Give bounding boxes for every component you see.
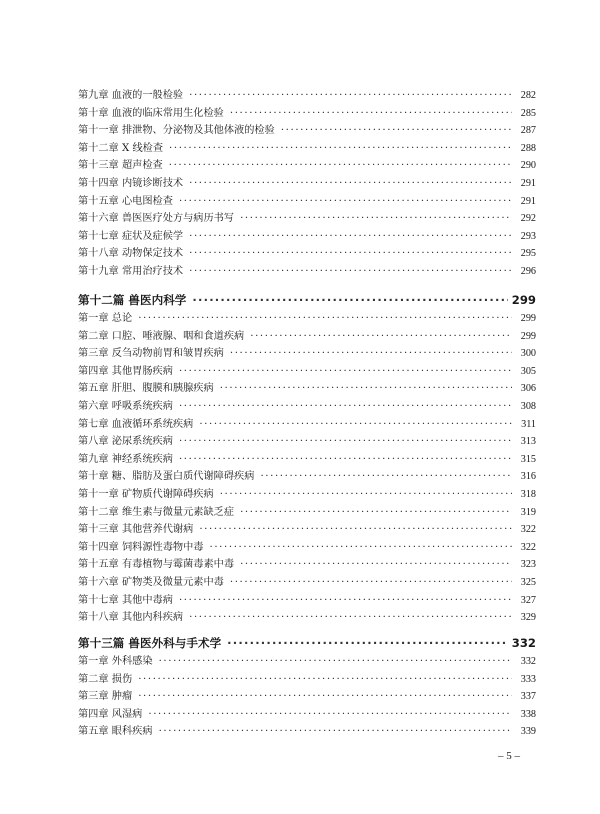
toc-entry-title: 第九章 神经系统疾病 [78,453,173,465]
toc-entry[interactable] [78,245,536,263]
toc-entry-title: 第十七章 症状及症候学 [78,230,184,242]
toc-entry-page-number: 292 [520,213,536,225]
toc-entry[interactable] [78,328,536,346]
toc-entry-title: 第四章 其他胃肠疾病 [78,365,173,377]
part-heading[interactable] [78,633,536,653]
toc-entry-page-number: 305 [520,365,536,377]
toc-entry-page-number: 333 [520,673,536,685]
dot-leader [179,451,512,469]
toc-entry[interactable] [78,671,536,689]
toc-entry-page-number: 291 [520,177,536,189]
dot-leader [179,592,512,610]
toc-entry-page-number: 293 [520,230,536,242]
dot-leader [138,688,512,706]
toc-entry[interactable] [78,210,536,228]
toc-entry-page-number: 323 [520,559,536,571]
toc-entry-title: 第十六章 兽医医疗处方与病历书写 [78,213,235,225]
dot-leader [169,140,512,158]
toc-entry[interactable] [78,723,536,741]
dot-leader [189,609,512,627]
dot-leader [240,210,512,228]
toc-entry-title: 第九章 血液的一般检验 [78,90,184,101]
toc-entry-page-number: 295 [520,248,536,260]
dot-leader [199,416,512,434]
dot-leader [189,87,512,105]
dot-leader [192,290,507,310]
dot-leader [250,328,512,346]
dot-leader [220,486,512,504]
dot-leader [199,521,512,539]
toc-entry-title: 第三章 反刍动物前胃和皱胃疾病 [78,348,224,360]
toc-entry-title: 第八章 泌尿系统疾病 [78,436,173,448]
toc-entry-title: 第十一章 矿物质代谢障碍疾病 [78,488,214,500]
toc-entry[interactable] [78,122,536,140]
dot-leader [138,310,512,328]
toc-entry-title: 第十二章 X 线检查 [78,142,164,154]
toc-entry[interactable] [78,592,536,610]
part-heading[interactable] [78,290,536,310]
part-title: 第十二篇 兽医内科学 [78,293,187,307]
toc-entry-title: 第十章 糖、脂肪及蛋白质代谢障碍疾病 [78,471,255,483]
toc-entry[interactable] [78,193,536,211]
toc-entry-title: 第五章 眼科疾病 [78,726,153,738]
toc-entry-title: 第十三章 其他营养代谢病 [78,524,194,536]
toc-entry-page-number: 291 [520,195,536,207]
toc-entry-title: 第十九章 常用治疗技术 [78,265,184,277]
toc-entry-page-number: 329 [520,612,536,624]
page-footer-number: – 5 – [498,750,520,762]
toc-entry-page-number: 296 [520,265,536,277]
toc-entry[interactable] [78,398,536,416]
toc-entry[interactable] [78,380,536,398]
toc-part-12 [78,290,536,627]
toc-entry-title: 第一章 总论 [78,313,133,324]
toc-entry[interactable] [78,574,536,592]
toc-entry-page-number: 319 [520,506,536,518]
dot-leader [240,556,512,574]
toc-entry[interactable] [78,451,536,469]
dot-leader [260,468,512,486]
toc-entry[interactable] [78,521,536,539]
toc-entry-title: 第十五章 心电图检查 [78,195,173,207]
toc-entry-page-number: 322 [520,524,536,536]
toc-entry-page-number: 315 [520,453,536,465]
dot-leader [230,574,512,592]
dot-leader [210,539,513,557]
part-title: 第十三篇 兽医外科与手术学 [78,636,222,650]
dot-leader [179,433,512,451]
toc-entry[interactable] [78,653,536,671]
toc-entry-title: 第十六章 矿物类及微量元素中毒 [78,576,224,588]
toc-entry-page-number: 322 [520,541,536,553]
toc-entry-title: 第七章 血液循环系统疾病 [78,418,194,430]
dot-leader [159,653,512,671]
toc-entry-title: 第十八章 动物保定技术 [78,248,184,260]
dot-leader [189,263,512,281]
dot-leader [189,175,512,193]
toc-entry-title: 第十章 血液的临床常用生化检验 [78,107,224,119]
dot-leader [159,723,512,741]
toc-entry-page-number: 332 [520,656,536,667]
toc-entry-page-number: 339 [520,726,536,738]
toc-entry-title: 第十四章 饲料源性毒物中毒 [78,541,204,553]
part-page-number: 299 [511,293,536,307]
dot-leader [179,363,512,381]
toc-entry[interactable] [78,468,536,486]
toc-part-13 [78,633,536,741]
toc-entry-title: 第四章 风湿病 [78,708,143,720]
toc-entry-page-number: 288 [520,142,536,154]
dot-leader [179,193,512,211]
toc-entry-page-number: 299 [520,313,536,324]
toc-entry[interactable] [78,539,536,557]
toc-entry[interactable] [78,228,536,246]
toc-entry[interactable] [78,486,536,504]
dot-leader [148,706,512,724]
toc-entry[interactable] [78,140,536,158]
toc-entry-title: 第二章 损伤 [78,673,133,685]
part-page-number: 332 [511,636,536,650]
toc-entry-title: 第三章 肿瘤 [78,691,133,703]
toc-entry[interactable] [78,157,536,175]
toc-entry-page-number: 299 [520,330,536,342]
dot-leader [240,504,512,522]
toc-entry-page-number: 316 [520,471,536,483]
toc-entry-title: 第十二章 维生素与微量元素缺乏症 [78,506,235,518]
toc-continued-section [78,87,536,281]
dot-leader [227,633,508,653]
toc-entry-page-number: 311 [521,418,536,430]
toc-entry-title: 第五章 肝胆、腹膜和胰腺疾病 [78,383,214,395]
dot-leader [220,380,512,398]
toc-entry[interactable] [78,87,536,105]
toc-entry-title: 第十一章 排泄物、分泌物及其他体液的检验 [78,125,275,137]
toc-entry-page-number: 290 [520,160,536,172]
toc-entry-page-number: 337 [520,691,536,703]
toc-entry[interactable] [78,416,536,434]
toc-entry[interactable] [78,105,536,123]
toc-entry-page-number: 282 [520,90,536,101]
toc-entry-page-number: 318 [520,488,536,500]
toc-entry-page-number: 327 [520,594,536,606]
toc-entry[interactable] [78,706,536,724]
toc-entry-page-number: 285 [520,107,536,119]
toc-entry[interactable] [78,556,536,574]
toc-entry-title: 第一章 外科感染 [78,656,153,667]
dot-leader [138,671,512,689]
toc-entry-title: 第二章 口腔、唾液腺、咽和食道疾病 [78,330,245,342]
toc-entry[interactable] [78,363,536,381]
toc-entry-title: 第六章 呼吸系统疾病 [78,400,173,412]
toc-entry-page-number: 287 [520,125,536,137]
toc-entry-page-number: 300 [520,348,536,360]
toc-entry-page-number: 313 [520,436,536,448]
dot-leader [179,398,512,416]
toc-entry[interactable] [78,310,536,328]
toc-entry[interactable] [78,175,536,193]
dot-leader [230,345,512,363]
toc-entry-title: 第十三章 超声检查 [78,160,163,172]
toc-entry-page-number: 306 [520,383,536,395]
toc-entry[interactable] [78,263,536,281]
toc-entry-title: 第十七章 其他中毒病 [78,594,173,606]
toc-entry-title: 第十四章 内镜诊断技术 [78,177,184,189]
dot-leader [189,245,512,263]
toc-entry[interactable] [78,504,536,522]
toc-entry-page-number: 325 [520,576,536,588]
toc-entry-title: 第十八章 其他内科疾病 [78,612,184,624]
dot-leader [189,228,512,246]
toc-entry[interactable] [78,609,536,627]
toc-entry[interactable] [78,345,536,363]
dot-leader [169,157,512,175]
toc-entry-page-number: 338 [520,708,536,720]
dot-leader [281,122,512,140]
toc-entry[interactable] [78,688,536,706]
toc-entry-page-number: 308 [520,400,536,412]
toc-entry-title: 第十五章 有毒植物与霉菌毒素中毒 [78,559,235,571]
dot-leader [230,105,512,123]
toc-entry[interactable] [78,433,536,451]
